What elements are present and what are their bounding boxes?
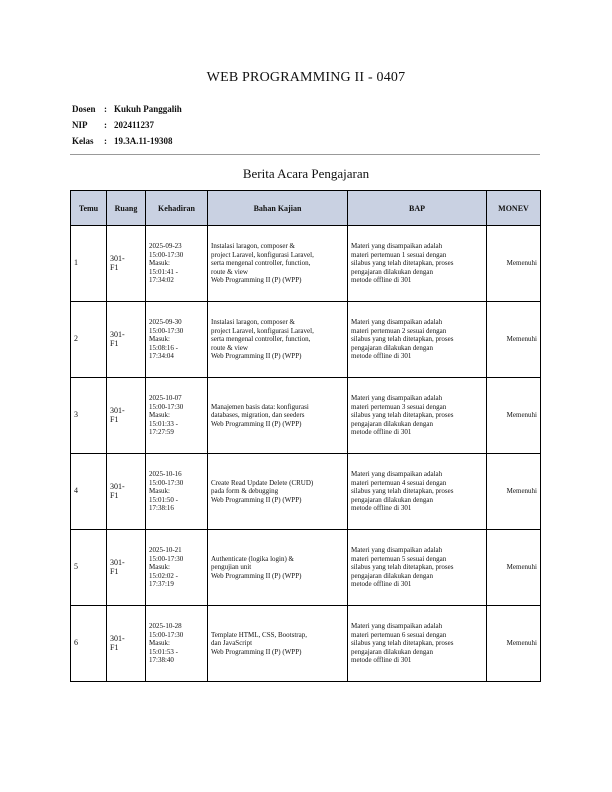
room-text: F1 — [110, 338, 119, 348]
table-row — [71, 530, 541, 606]
attendance-text: 2025-09-30 — [149, 318, 182, 327]
nip-value: 202411237 — [114, 120, 155, 130]
study-material-text: Web Programming II (P) (WPP) — [211, 495, 302, 504]
attendance-text: 15:01:33 - — [149, 419, 178, 428]
bap-text: materi pertemuan 6 sesuai dengan — [351, 630, 447, 639]
study-material-text: databases, migration, dan seeders — [211, 411, 305, 420]
meeting-number-cell: 6 — [71, 606, 107, 682]
meeting-number-cell: 1 — [71, 226, 107, 302]
bap-text: metode offline di 301 — [351, 352, 412, 361]
attendance-text: 15:02:02 - — [149, 571, 178, 580]
table-header-row — [71, 191, 541, 226]
attendance-cell — [146, 606, 208, 682]
room-text: F1 — [110, 414, 119, 424]
table-body — [71, 226, 541, 682]
attendance-text: 15:00-17:30 — [149, 402, 184, 411]
bap-text: pengajaran dilakukan dengan — [351, 495, 434, 504]
attendance-text: 15:00-17:30 — [149, 630, 184, 639]
attendance-text: 17:37:19 — [149, 580, 174, 589]
attendance-text: Masuk: — [149, 487, 170, 496]
separator: : — [104, 120, 107, 130]
attendance-text: 17:38:16 — [149, 504, 174, 513]
bap-text: pengajaran dilakukan dengan — [351, 343, 434, 352]
room-text: F1 — [110, 566, 119, 576]
table-row — [71, 378, 541, 454]
bap-text: materi pertemuan 3 sesuai dengan — [351, 402, 447, 411]
column-header-ruang: Ruang — [107, 191, 146, 226]
bap-text: metode offline di 301 — [351, 504, 412, 513]
room-cell — [107, 302, 146, 378]
table-row — [71, 454, 541, 530]
attendance-text: 15:01:41 - — [149, 267, 178, 276]
class-row — [72, 133, 182, 149]
monev-cell: Memenuhi — [487, 378, 541, 454]
study-material-text: Create Read Update Delete (CRUD) — [211, 478, 314, 487]
room-text: 301- — [110, 557, 125, 567]
lecturer-info — [72, 101, 182, 149]
attendance-cell — [146, 378, 208, 454]
attendance-text: 15:00-17:30 — [149, 250, 184, 259]
attendance-text: 17:38:40 — [149, 656, 174, 665]
study-material-text: Instalasi laragon, composer & — [211, 318, 295, 327]
study-material-text: Web Programming II (P) (WPP) — [211, 419, 302, 428]
attendance-text: 2025-10-16 — [149, 470, 182, 479]
table-row — [71, 302, 541, 378]
bap-text: silabus yang telah ditetapkan, proses — [351, 335, 454, 344]
section-title: Berita Acara Pengajaran — [242, 166, 370, 181]
column-header-bap: BAP — [348, 191, 487, 226]
study-material-text: Web Programming II (P) (WPP) — [211, 647, 302, 656]
study-material-cell — [208, 378, 348, 454]
attendance-text: 15:08:16 - — [149, 343, 178, 352]
study-material-text: pada form & debugging — [211, 487, 279, 496]
table-row — [71, 606, 541, 682]
bap-text: Materi yang disampaikan adalah — [351, 318, 443, 327]
attendance-text: 15:00-17:30 — [149, 478, 184, 487]
study-material-text: dan JavaScript — [211, 639, 253, 648]
bap-cell — [348, 302, 487, 378]
bap-text: Materi yang disampaikan adalah — [351, 546, 443, 555]
bap-text: pengajaran dilakukan dengan — [351, 419, 434, 428]
attendance-cell — [146, 302, 208, 378]
attendance-cell — [146, 226, 208, 302]
bap-text: metode offline di 301 — [351, 428, 412, 437]
separator: : — [104, 136, 107, 146]
study-material-cell — [208, 606, 348, 682]
room-text: 301- — [110, 405, 125, 415]
attendance-text: 2025-10-07 — [149, 394, 182, 403]
lecturer-name: Kukuh Panggalih — [114, 104, 182, 114]
study-material-text: Template HTML, CSS, Bootstrap, — [211, 630, 307, 639]
attendance-cell — [146, 530, 208, 606]
column-header-monev: MONEV — [487, 191, 541, 226]
lecturer-row — [72, 101, 182, 117]
bap-text: pengajaran dilakukan dengan — [351, 647, 434, 656]
attendance-text: Masuk: — [149, 639, 170, 648]
meeting-number-cell: 4 — [71, 454, 107, 530]
teaching-report-table — [70, 190, 541, 682]
column-header-temu: Temu — [71, 191, 107, 226]
bap-text: materi pertemuan 4 sesuai dengan — [351, 478, 447, 487]
attendance-text: 15:01:53 - — [149, 647, 178, 656]
bap-text: metode offline di 301 — [351, 656, 412, 665]
room-cell — [107, 606, 146, 682]
study-material-cell — [208, 530, 348, 606]
study-material-text: serta mengenal controller, function, — [211, 259, 311, 268]
meeting-number-cell: 2 — [71, 302, 107, 378]
room-text: 301- — [110, 329, 125, 339]
study-material-text: Manajemen basis data: konfigurasi — [211, 402, 309, 411]
document-title: WEB PROGRAMMING II - 0407 — [206, 70, 406, 85]
bap-text: materi pertemuan 5 sesuai dengan — [351, 554, 447, 563]
room-cell — [107, 378, 146, 454]
study-material-cell — [208, 454, 348, 530]
attendance-text: 17:34:04 — [149, 352, 174, 361]
monev-cell: Memenuhi — [487, 302, 541, 378]
separator: : — [104, 104, 107, 114]
column-header-kehadiran: Kehadiran — [146, 191, 208, 226]
bap-text: pengajaran dilakukan dengan — [351, 267, 434, 276]
attendance-text: 15:01:50 - — [149, 495, 178, 504]
study-material-text: route & view — [211, 267, 248, 276]
meeting-number-cell: 3 — [71, 378, 107, 454]
attendance-text: 2025-10-21 — [149, 546, 182, 555]
bap-text: Materi yang disampaikan adalah — [351, 470, 443, 479]
study-material-text: route & view — [211, 343, 248, 352]
study-material-text: pengujian unit — [211, 563, 252, 572]
room-cell — [107, 226, 146, 302]
bap-cell — [348, 378, 487, 454]
meeting-number-cell: 5 — [71, 530, 107, 606]
study-material-text: serta mengenal controller, function, — [211, 335, 311, 344]
room-text: 301- — [110, 481, 125, 491]
table-row — [71, 226, 541, 302]
nip-label: NIP — [72, 120, 88, 130]
bap-text: Materi yang disampaikan adalah — [351, 394, 443, 403]
attendance-text: 2025-10-28 — [149, 622, 182, 631]
attendance-text: 17:34:02 — [149, 276, 174, 285]
nip-row — [72, 117, 182, 133]
room-cell — [107, 530, 146, 606]
bap-text: Materi yang disampaikan adalah — [351, 242, 443, 251]
room-cell — [107, 454, 146, 530]
monev-cell: Memenuhi — [487, 454, 541, 530]
bap-text: metode offline di 301 — [351, 580, 412, 589]
room-text: F1 — [110, 490, 119, 500]
study-material-text: project Laravel, konfigurasi Laravel, — [211, 326, 314, 335]
bap-text: silabus yang telah ditetapkan, proses — [351, 639, 454, 648]
attendance-text: 17:27:59 — [149, 428, 174, 437]
bap-text: Materi yang disampaikan adalah — [351, 622, 443, 631]
study-material-text: Web Programming II (P) (WPP) — [211, 352, 302, 361]
study-material-cell — [208, 226, 348, 302]
bap-cell — [348, 530, 487, 606]
attendance-text: Masuk: — [149, 563, 170, 572]
attendance-text: Masuk: — [149, 259, 170, 268]
bap-cell — [348, 454, 487, 530]
class-value: 19.3A.11-19308 — [114, 136, 173, 146]
bap-text: silabus yang telah ditetapkan, proses — [351, 563, 454, 572]
attendance-text: Masuk: — [149, 335, 170, 344]
study-material-text: Instalasi laragon, composer & — [211, 242, 295, 251]
attendance-text: 15:00-17:30 — [149, 326, 184, 335]
header-divider — [70, 154, 540, 155]
lecturer-label: Dosen — [72, 104, 96, 114]
monev-cell: Memenuhi — [487, 530, 541, 606]
room-text: F1 — [110, 262, 119, 272]
column-header-bahan-kajian: Bahan Kajian — [208, 191, 348, 226]
bap-cell — [348, 606, 487, 682]
bap-text: metode offline di 301 — [351, 276, 412, 285]
monev-cell: Memenuhi — [487, 226, 541, 302]
room-text: 301- — [110, 253, 125, 263]
study-material-text: Web Programming II (P) (WPP) — [211, 276, 302, 285]
attendance-text: Masuk: — [149, 411, 170, 420]
study-material-text: project Laravel, konfigurasi Laravel, — [211, 250, 314, 259]
room-text: F1 — [110, 642, 119, 652]
bap-text: materi pertemuan 2 sesuai dengan — [351, 326, 447, 335]
class-label: Kelas — [72, 136, 94, 146]
bap-text: silabus yang telah ditetapkan, proses — [351, 487, 454, 496]
bap-text: silabus yang telah ditetapkan, proses — [351, 411, 454, 420]
bap-cell — [348, 226, 487, 302]
study-material-cell — [208, 302, 348, 378]
bap-text: silabus yang telah ditetapkan, proses — [351, 259, 454, 268]
room-text: 301- — [110, 633, 125, 643]
attendance-text: 15:00-17:30 — [149, 554, 184, 563]
bap-text: materi pertemuan 1 sesuai dengan — [351, 250, 447, 259]
monev-cell: Memenuhi — [487, 606, 541, 682]
attendance-cell — [146, 454, 208, 530]
study-material-text: Authenticate (logika login) & — [211, 554, 295, 563]
study-material-text: Web Programming II (P) (WPP) — [211, 571, 302, 580]
bap-text: pengajaran dilakukan dengan — [351, 571, 434, 580]
attendance-text: 2025-09-23 — [149, 242, 182, 251]
